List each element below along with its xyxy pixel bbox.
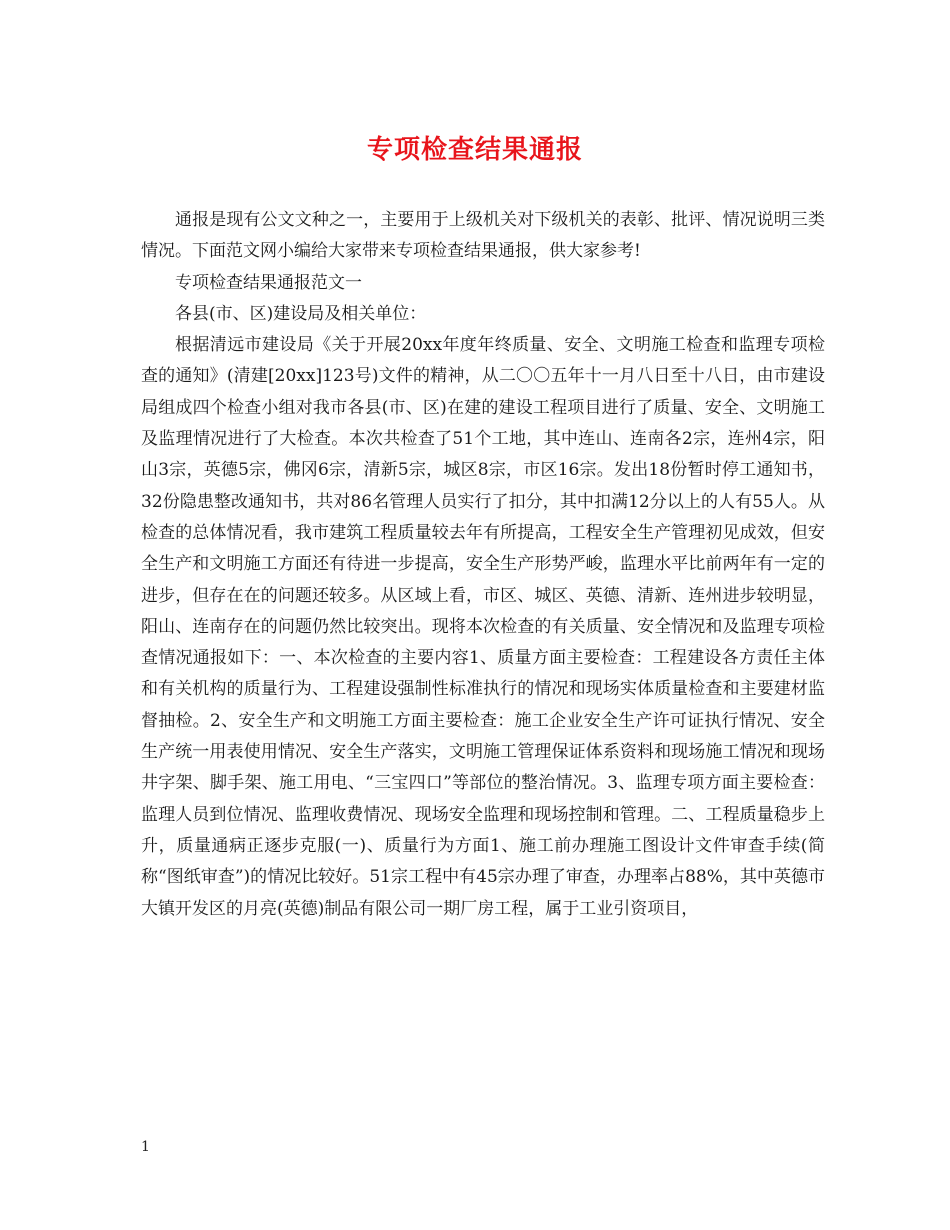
page-number: 1 [141,1139,150,1155]
paragraph-salutation: 各县(市、区)建设局及相关单位： [175,303,427,324]
document-title: 专项检查结果通报 [366,135,583,165]
paragraph-sample-heading: 专项检查结果通报范文一 [175,272,362,293]
document-body [141,205,825,925]
paragraph-intro: 通报是现有公文文种之一，主要用于上级机关对下级机关的表彰、批评、情况说明三类情况。下面范文网小编给大家带来专项检查结果通报，供大家参考! [141,210,825,262]
paragraph-main: 根据清远市建设局《关于开展20xx年度年终质量、安全、文明施工检查和监理专项检查的通知》(清建[20xx]123号)文件的精神，从二〇〇五年十一月八日至十八日，由市建设局组成四个检查小组对我市各县(市、区)在建的建设工程项目进行了质量、安全、文明施工及监理情况进行了大检查。本次共检查了51个工地，其中连山、连南各2宗，连州4宗，阳山3宗，英德5宗，佛冈6宗，清新5宗，城区8宗，市区16宗。发出18份暂时停工通知书，32份隐患整改通知书，共对86名管理人员实行了扣分，其中扣满12分以上的人有55人。从检查的总体情况看，我市建筑工程质量较去年有所提高，工程安全生产管理初见成效，但安全生产和文明施工方面还有待进一步提高，安全生产形势严峻，监理水平比前两年有一定的进步，但存在在的问题还较多。从区域上看，市区、城区、英德、清新、连州进步较明显，阳山、连南存在的问题仍然比较突出。现将本次检查的有关质量、安全情况和及监理专项检查情况通报如下：一、本次检查的主要内容1、质量方面主要检查：工程建设各方责任主体和有关机构的质量行为、工程建设强制性标准执行的情况和现场实体质量检查和主要建材监督抽检。2、安全生产和文明施工方面主要检查：施工企业安全生产许可证执行情况、安全生产统一用表使用情况、安全生产落实，文明施工管理保证体系资料和现场施工情况和现场井字架、脚手架、施工用电、“三宝四口”等部位的整治情况。3、监理专项方面主要检查：监理人员到位情况、监理收费情况、现场安全监理和现场控制和管理。二、工程质量稳步上升，质量通病正逐步克服(一)、质量行为方面1、施工前办理施工图设计文件审查手续(简称“图纸审查”)的情况比较好。51宗工程中有45宗办理了审查，办理率占88%，其中英德市大镇开发区的月亮(英德)制品有限公司一期厂房工程，属于工业引资项目， [141,335,825,919]
